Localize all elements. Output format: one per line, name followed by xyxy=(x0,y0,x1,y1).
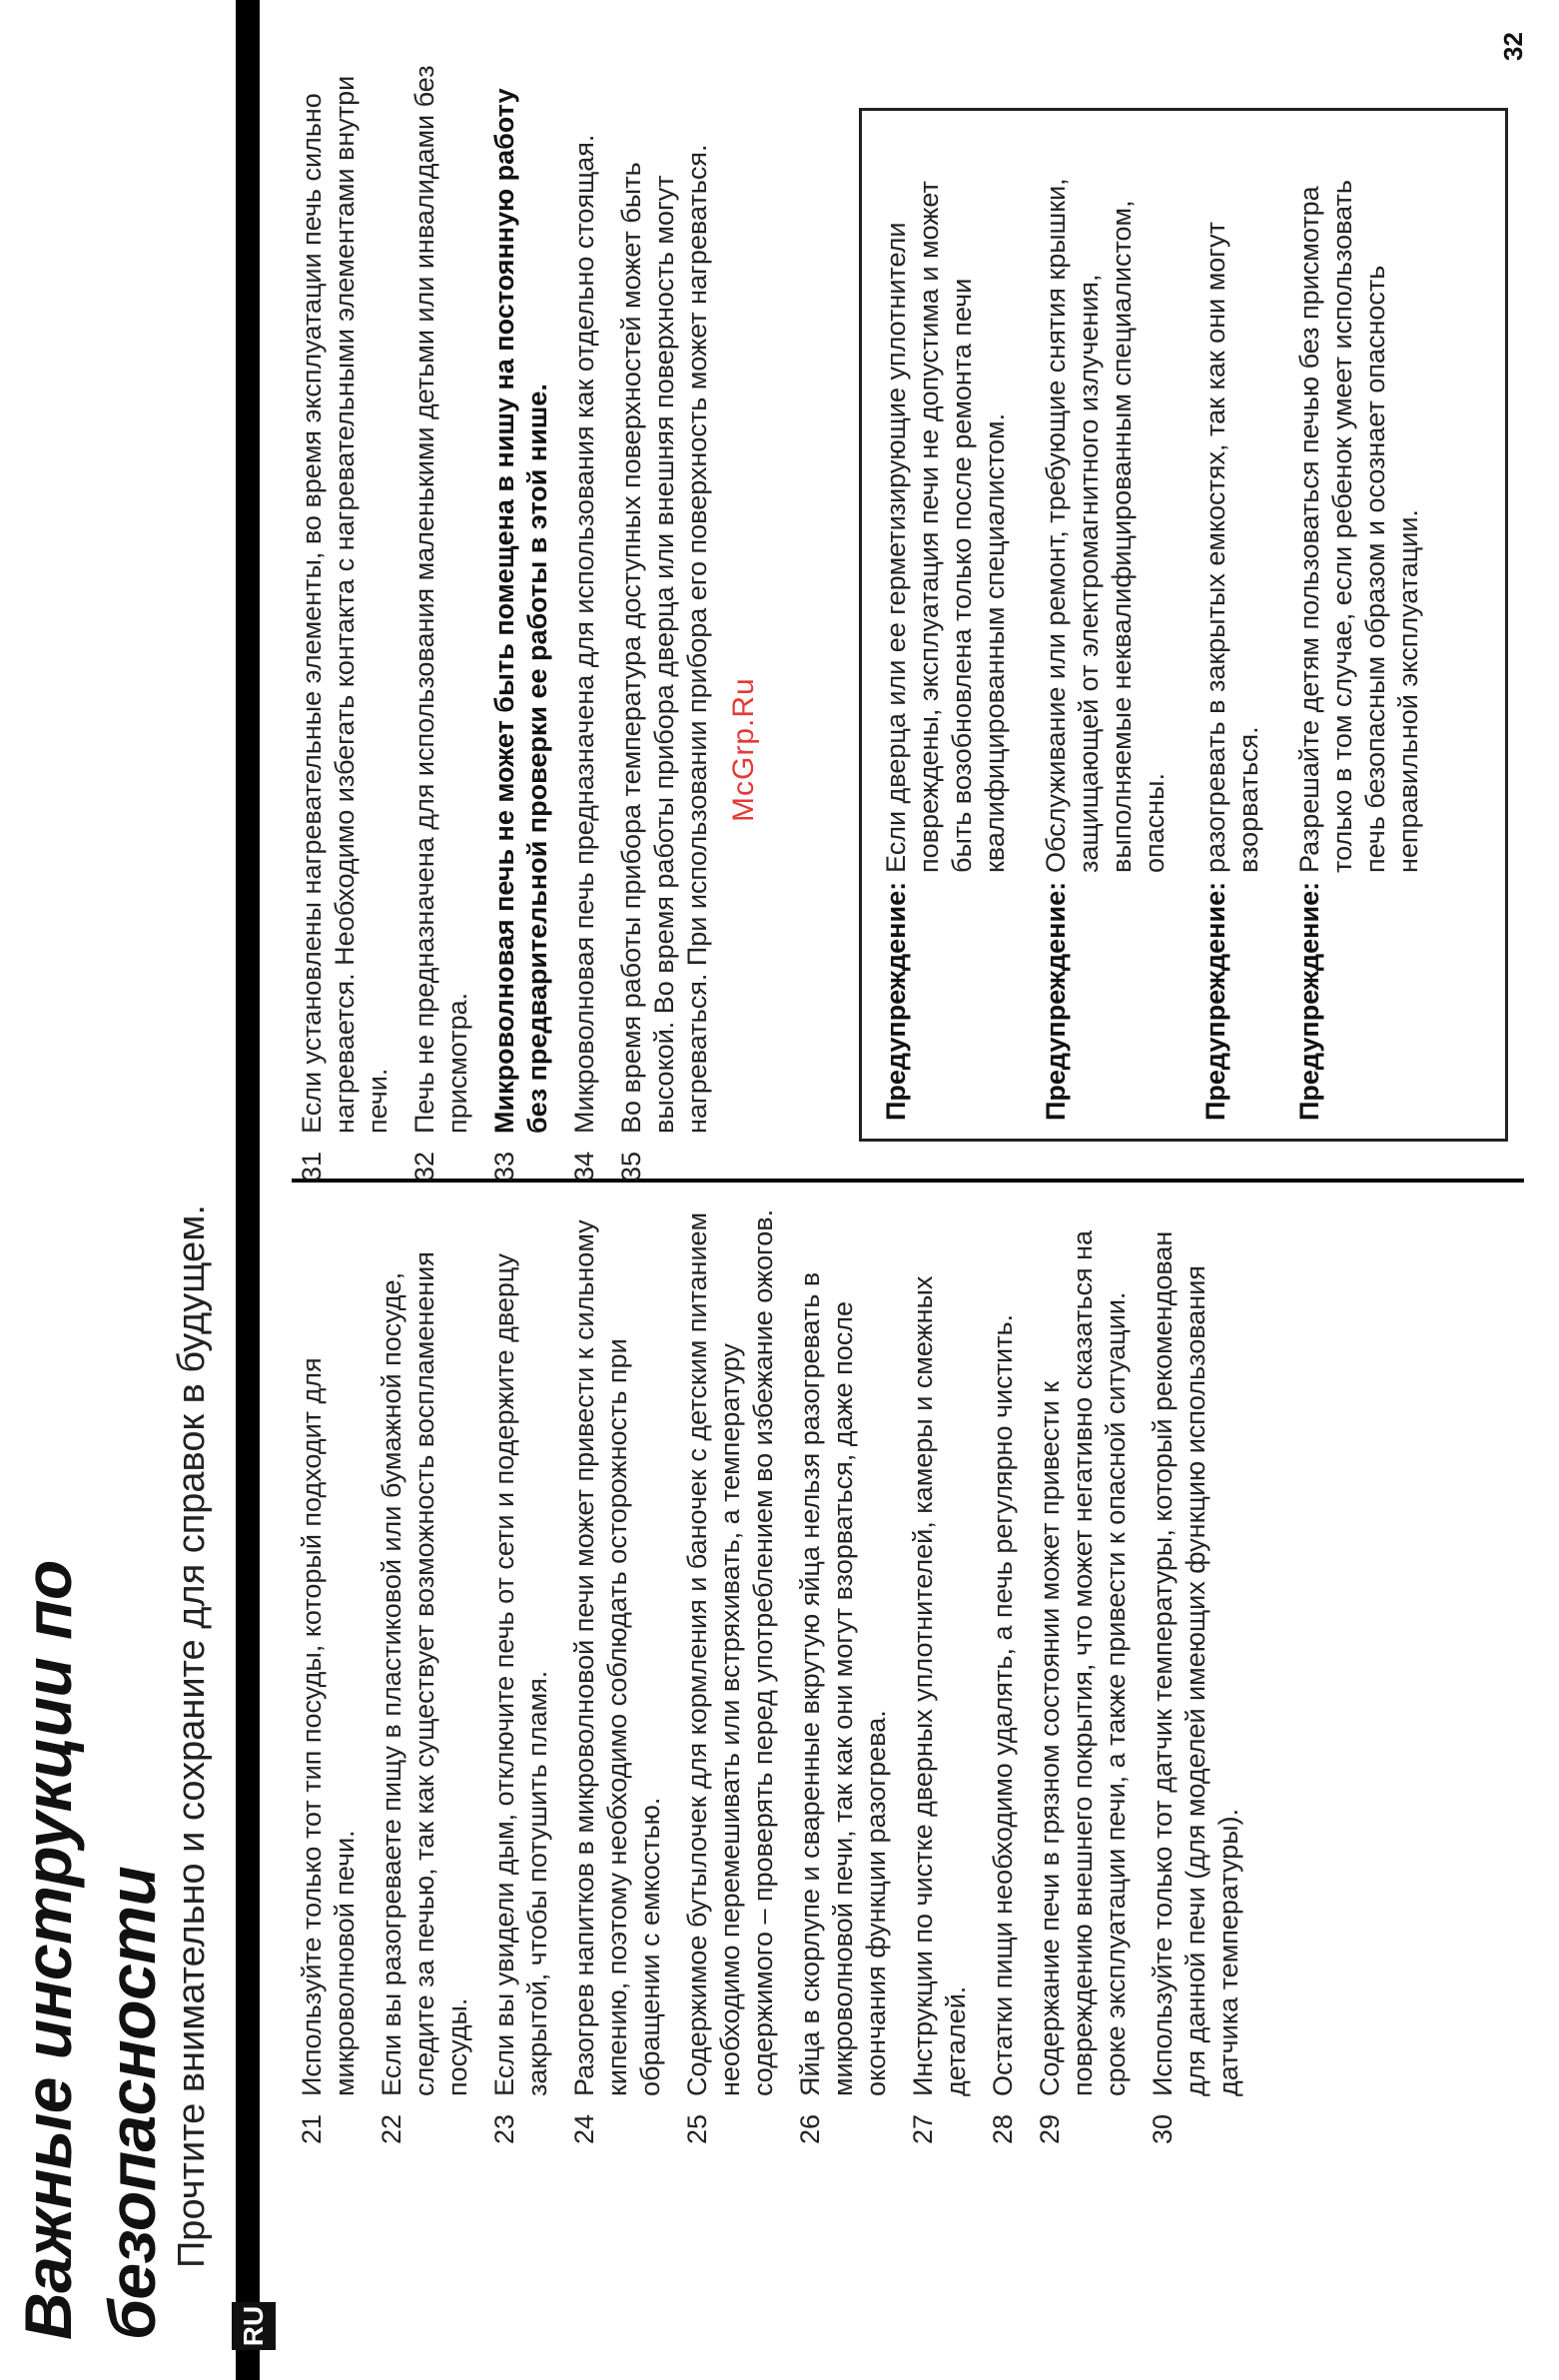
warning-item xyxy=(880,125,1012,1121)
item-number: 25 xyxy=(682,2113,712,2144)
list-item xyxy=(1147,1205,1245,2144)
item-text: Если вы разогреваете пищу в пластиковой или бумажной посуде, следите за печью, так как существует возможность воспламенения посуды. xyxy=(377,1251,472,2096)
page-number: 32 xyxy=(1498,32,1528,61)
warning-label: Предупреждение: xyxy=(1294,881,1324,1121)
item-number: 24 xyxy=(569,2113,599,2144)
watermark: McGrp.Ru xyxy=(727,677,760,822)
page-title: Важные инструкции по безопасности xyxy=(11,1560,169,2340)
item-text: Разогрев напитков в микроволновой печи может привести к сильному кипению, поэтому необходимо соблюдать осторожность при обращении с емкостью. xyxy=(569,1219,665,2096)
page-subtitle: Прочтите внимательно и сохраните для справок в будущем. xyxy=(171,1204,213,2268)
language-badge: RU xyxy=(232,2302,276,2350)
list-item xyxy=(296,63,394,1182)
item-number: 27 xyxy=(908,2113,938,2144)
list-item xyxy=(568,1205,667,2144)
left-column xyxy=(296,1205,1259,2144)
warning-text: Если дверца или ее герметизирующие уплотнители повреждены, эксплуатация печи не допустима и может быть возобновлена только после ремонта печи квалифицированным специалистом. xyxy=(881,181,1010,873)
item-number: 23 xyxy=(489,2113,519,2144)
item-text: Если вы увидели дым, отключите печь от сети и подержите дверцу закрытой, чтобы потушить пламя. xyxy=(489,1253,552,2096)
item-text: Яйца в скорлупе и сваренные вкрутую яйца нельзя разогревать в микроволновой печи, так как они могут взорваться, даже после окончания функции разогрева. xyxy=(795,1271,891,2096)
item-text: Содержание печи в грязном состоянии может привести к повреждению внешнего покрытия, что может негативно сказаться на сроке эксплуатации печи, а также привести к опасной ситуации. xyxy=(1035,1229,1131,2096)
list-item xyxy=(907,1205,973,2144)
item-number: 28 xyxy=(988,2113,1018,2144)
warning-text: Обслуживание или ремонт, требующие снятия крышки, защищающей от электромагнитного излучения, выполняемые неквалифицированным специалистом, опасны. xyxy=(1041,178,1169,873)
list-item xyxy=(1034,1205,1133,2144)
item-number: 33 xyxy=(489,1151,519,1182)
item-text: Микроволновая печь не может быть помещена в нишу на постоянную работу без предварительной проверки ее работы в этой нише. xyxy=(489,88,552,1134)
list-item xyxy=(408,63,474,1182)
item-number: 26 xyxy=(795,2113,825,2144)
list-item xyxy=(376,1205,474,2144)
item-text: Используйте только тот тип посуды, который подходит для микроволновой печи. xyxy=(297,1357,360,2096)
item-number: 35 xyxy=(616,1151,646,1182)
item-text: Если установлены нагревательные элементы, во время эксплуатации печь сильно нагревается. Необходимо избегать контакта с нагревательными элементами внутри печи. xyxy=(297,75,392,1134)
warning-text: Разрешайте детям пользоваться печью без присмотра только в том случае, если ребенок умеет использовать печь безопасным образом и осознает опасность неправильной эксплуатации. xyxy=(1294,180,1423,873)
item-number: 34 xyxy=(569,1151,599,1182)
list-item xyxy=(615,63,714,1182)
item-text: Во время работы прибора температура доступных поверхностей может быть высокой. Во время работы прибора дверца или внешняя поверхность могут нагреваться. При использовании прибора его поверхность может нагреваться. xyxy=(616,144,712,1134)
item-text: Печь не предназначена для использования маленькими детьми или инвалидами без присмотра. xyxy=(409,65,472,1134)
item-text: Остатки пищи необходимо удалять, а печь регулярно чистить. xyxy=(988,1313,1018,2096)
item-number: 30 xyxy=(1148,2113,1177,2144)
item-number: 22 xyxy=(377,2113,406,2144)
item-text: Содержимое бутылочек для кормления и баночек с детским питанием необходимо перемешивать или встряхивать, а температуру содержимого – проверять перед употреблением во избежание ожогов. xyxy=(682,1208,778,2096)
warning-label: Предупреждение: xyxy=(1041,881,1071,1121)
item-text: Используйте только тот датчик температуры, который рекомендован для данной печи (для моделей имеющих функцию использования датчика температуры). xyxy=(1148,1230,1243,2096)
item-number: 29 xyxy=(1035,2113,1065,2144)
warnings-box xyxy=(859,108,1508,1142)
list-item xyxy=(296,1205,362,2144)
list-item xyxy=(488,1205,554,2144)
item-number: 32 xyxy=(409,1151,439,1182)
right-column xyxy=(296,63,728,1182)
list-item xyxy=(794,1205,893,2144)
warning-text: разогревать в закрытых емкостях, так как они могут взорваться. xyxy=(1200,222,1263,873)
list-item xyxy=(568,63,601,1182)
warning-item xyxy=(1293,125,1425,1121)
item-number: 21 xyxy=(297,2113,327,2144)
warning-item xyxy=(1040,125,1171,1121)
list-item xyxy=(488,63,554,1182)
item-text: Инструкции по чистке дверных уплотнителей, камеры и смежных деталей. xyxy=(908,1275,971,2096)
warning-label: Предупреждение: xyxy=(1200,881,1230,1121)
warning-label: Предупреждение: xyxy=(881,881,911,1121)
list-item xyxy=(987,1205,1020,2144)
item-number: 31 xyxy=(297,1151,327,1182)
list-item xyxy=(681,1205,780,2144)
warning-item xyxy=(1199,125,1265,1121)
item-text: Микроволновая печь предназначена для использования как отдельно стоящая. xyxy=(569,134,599,1134)
